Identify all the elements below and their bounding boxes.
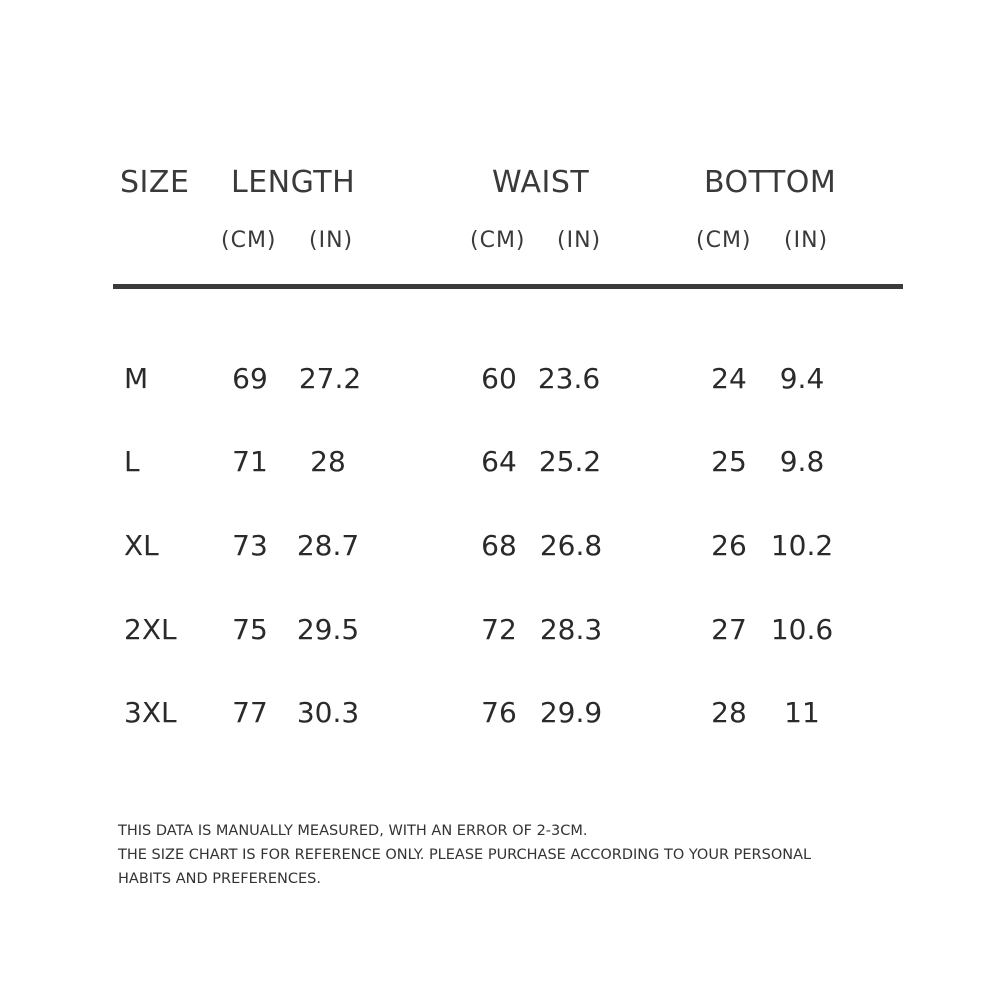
bottom-cm-cell: 28 xyxy=(711,696,747,729)
size-label: 2XL xyxy=(124,613,177,646)
bottom-cm-cell: 24 xyxy=(711,362,747,395)
bottom-in-cell: 9.8 xyxy=(779,445,825,478)
length-cm-cell: 69 xyxy=(232,362,268,395)
header-bottom: BOTTOM xyxy=(704,165,837,200)
footnote-line: THIS DATA IS MANUALLY MEASURED, WITH AN ERROR OF 2-3CM. xyxy=(118,823,588,839)
length-in-cell: 30.3 xyxy=(296,696,360,729)
bottom-in-cell: 10.6 xyxy=(770,613,834,646)
size-label: L xyxy=(124,445,140,478)
length-in-cell: 27.2 xyxy=(298,362,362,395)
waist-cm-cell: 72 xyxy=(481,613,517,646)
waist-cm-cell: 64 xyxy=(481,445,517,478)
unit-length-in: (IN) xyxy=(309,228,354,253)
size-label: M xyxy=(124,362,149,395)
unit-bottom-cm: (CM) xyxy=(696,228,752,253)
header-length: LENGTH xyxy=(231,165,356,200)
header-divider xyxy=(113,284,903,289)
length-in-cell: 28.7 xyxy=(296,529,360,562)
waist-in-cell: 29.9 xyxy=(539,696,603,729)
bottom-cm-cell: 26 xyxy=(711,529,747,562)
length-cm-cell: 73 xyxy=(232,529,268,562)
size-label: XL xyxy=(124,529,159,562)
length-cm-cell: 77 xyxy=(232,696,268,729)
length-cm-cell: 75 xyxy=(232,613,268,646)
bottom-cm-cell: 25 xyxy=(711,445,747,478)
waist-cm-cell: 60 xyxy=(481,362,517,395)
waist-in-cell: 28.3 xyxy=(539,613,603,646)
length-cm-cell: 71 xyxy=(232,445,268,478)
header-waist: WAIST xyxy=(492,165,590,200)
unit-length-cm: (CM) xyxy=(221,228,277,253)
bottom-in-cell: 10.2 xyxy=(770,529,834,562)
waist-in-cell: 25.2 xyxy=(538,445,602,478)
length-in-cell: 28 xyxy=(310,445,346,478)
bottom-cm-cell: 27 xyxy=(711,613,747,646)
waist-cm-cell: 68 xyxy=(481,529,517,562)
unit-bottom-in: (IN) xyxy=(784,228,829,253)
bottom-in-cell: 11 xyxy=(784,696,820,729)
bottom-in-cell: 9.4 xyxy=(779,362,825,395)
footnote-line: HABITS AND PREFERENCES. xyxy=(118,871,321,887)
waist-in-cell: 26.8 xyxy=(539,529,603,562)
footnote-line: THE SIZE CHART IS FOR REFERENCE ONLY. PLEASE PURCHASE ACCORDING TO YOUR PERSONAL xyxy=(118,847,812,863)
unit-waist-in: (IN) xyxy=(557,228,602,253)
waist-in-cell: 23.6 xyxy=(537,362,601,395)
waist-cm-cell: 76 xyxy=(481,696,517,729)
unit-waist-cm: (CM) xyxy=(470,228,526,253)
size-label: 3XL xyxy=(124,696,177,729)
length-in-cell: 29.5 xyxy=(296,613,360,646)
header-size: SIZE xyxy=(120,165,190,200)
